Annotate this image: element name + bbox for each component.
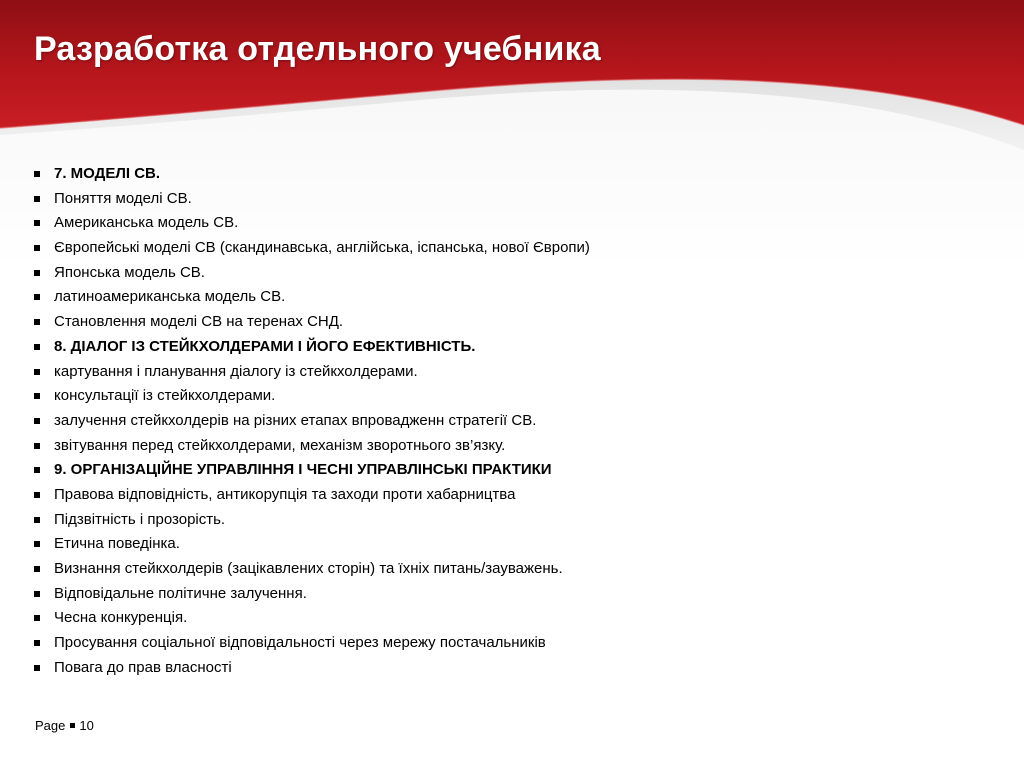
list-item (34, 236, 590, 261)
list-item-text: Становлення моделі СВ на теренах СНД. (54, 313, 344, 331)
list-item-text: Поняття моделі СВ. (54, 189, 192, 207)
list-item (34, 409, 590, 434)
list-item (34, 162, 590, 187)
square-bullet-icon (34, 566, 40, 572)
list-item-text: Повага до прав власності (54, 658, 232, 676)
list-item (34, 434, 590, 459)
list-item (34, 606, 590, 631)
square-bullet-icon (34, 196, 40, 202)
list-item (34, 631, 590, 656)
list-item-text: звітування перед стейкхолдерами, механізм зворотнього зв’язку. (54, 436, 506, 454)
square-bullet-icon (34, 418, 40, 424)
square-bullet-icon (34, 270, 40, 276)
list-item-text: Підзвітність і прозорість. (54, 510, 226, 528)
list-item (34, 285, 590, 310)
bullet-list (34, 162, 590, 680)
list-item (34, 508, 590, 533)
list-item-text: 9. ОРГАНІЗАЦІЙНЕ УПРАВЛІННЯ І ЧЕСНІ УПРАВЛІНСЬКІ ПРАКТИКИ (54, 461, 552, 479)
square-bullet-icon (34, 369, 40, 375)
list-item-text: Правова відповідність, антикорупція та заходи проти хабарництва (54, 485, 516, 503)
header-banner (0, 0, 1024, 180)
list-item (34, 261, 590, 286)
list-item (34, 557, 590, 582)
square-bullet-icon (34, 665, 40, 671)
list-item-text: залучення стейкхолдерів на різних етапах впровадженн стратегії СВ. (54, 411, 537, 429)
list-item (34, 582, 590, 607)
square-bullet-icon (34, 467, 40, 473)
square-bullet-icon (34, 171, 40, 177)
list-item-text: Визнання стейкхолдерів (зацікавлених сторін) та їхніх питань/зауважень. (54, 560, 563, 577)
list-item (34, 211, 590, 236)
list-item (34, 187, 590, 212)
list-item (34, 384, 590, 409)
page-number: 10 (79, 718, 94, 733)
list-item-text: Американська модель СВ. (54, 214, 239, 232)
list-item-text: Відповідальне політичне залучення. (54, 584, 307, 602)
list-item (34, 360, 590, 385)
square-bullet-icon (34, 615, 40, 621)
list-item-text: Просування соціальної відповідальності через мережу постачальників (54, 634, 546, 652)
square-bullet-icon (34, 344, 40, 350)
square-bullet-icon (34, 245, 40, 251)
square-bullet-icon (34, 443, 40, 449)
list-item-text: Європейські моделі СВ (скандинавська, англійська, іспанська, нової Європи) (54, 239, 590, 257)
list-item (34, 532, 590, 557)
square-bullet-icon (34, 591, 40, 597)
page-label: Page (35, 718, 66, 733)
list-item (34, 335, 590, 360)
list-item (34, 483, 590, 508)
square-bullet-icon (34, 640, 40, 646)
list-item (34, 458, 590, 483)
square-bullet-icon (34, 517, 40, 523)
square-bullet-icon (34, 294, 40, 300)
list-item-text: 8. ДІАЛОГ ІЗ СТЕЙКХОЛДЕРАМИ І ЙОГО ЕФЕКТИВНІСТЬ. (54, 337, 476, 355)
square-bullet-icon (34, 393, 40, 399)
list-item-text: Японська модель СВ. (54, 263, 205, 281)
list-item (34, 310, 590, 335)
page-footer (35, 718, 94, 733)
list-item-text: латиноамериканська модель СВ. (54, 288, 286, 306)
list-item-text: Чесна конкуренція. (54, 609, 188, 627)
list-item-text: 7. МОДЕЛІ СВ. (54, 165, 161, 182)
square-bullet-icon (34, 319, 40, 325)
slide-title: Разработка отдельного учебника (34, 30, 601, 68)
square-bullet-icon (34, 220, 40, 226)
list-item-text: картування і планування діалогу із стейкхолдерами. (54, 362, 418, 380)
square-bullet-icon (34, 541, 40, 547)
square-bullet-icon (34, 492, 40, 498)
list-item-text: Етична поведінка. (54, 535, 180, 553)
list-item (34, 656, 590, 681)
list-item-text: консультації із стейкхолдерами. (54, 387, 276, 405)
square-separator-icon (70, 723, 75, 728)
